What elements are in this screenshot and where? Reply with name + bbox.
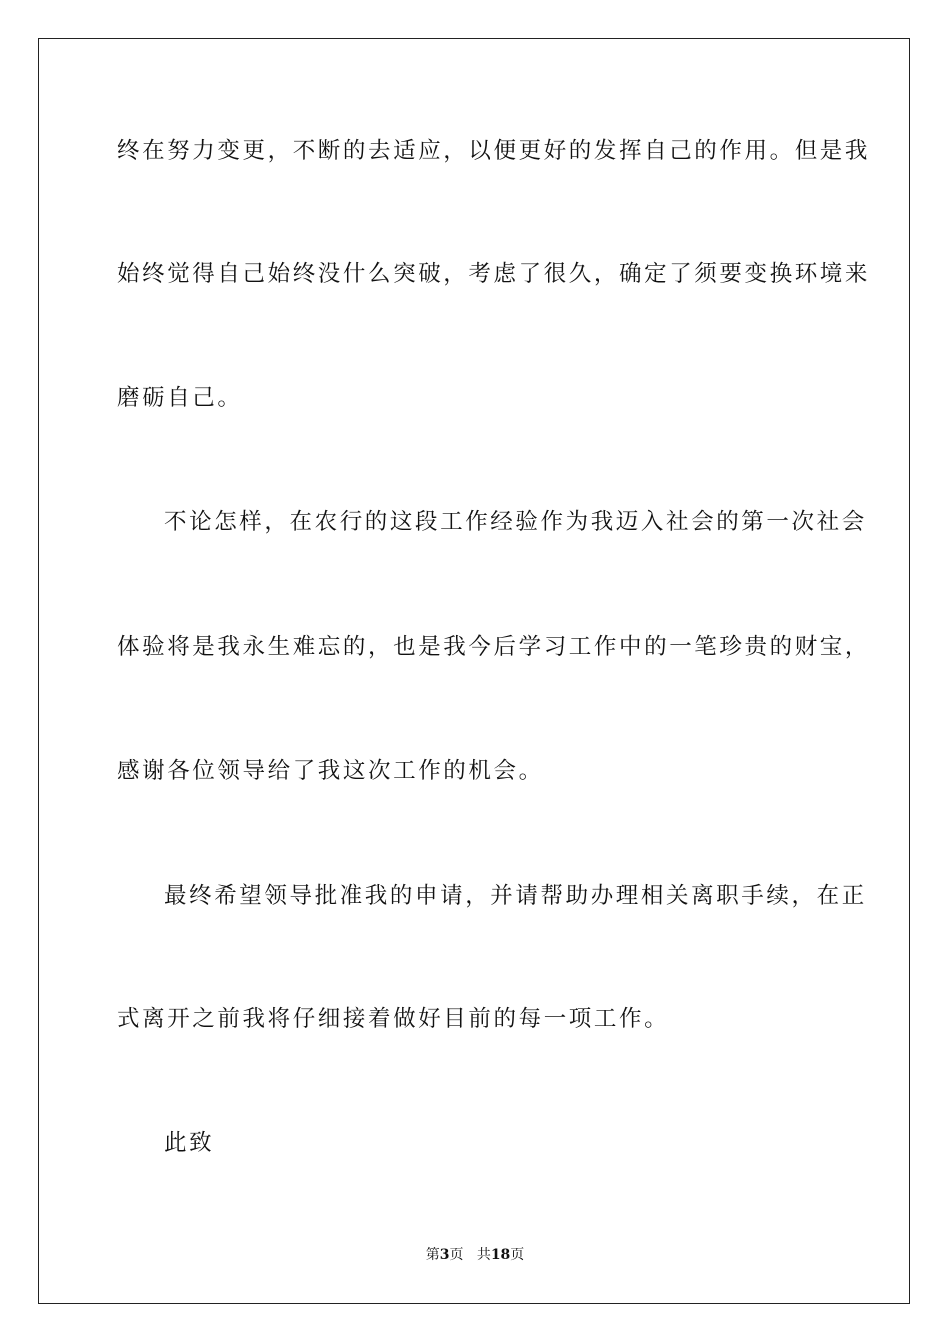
body-line-1: 终在努力变更，不断的去适应，以便更好的发挥自己的作用。但是我 — [117, 138, 871, 164]
body-line-5: 体验将是我永生难忘的，也是我今后学习工作中的一笔珍贵的财宝， — [117, 634, 871, 660]
body-line-4: 不论怎样，在农行的这段工作经验作为我迈入社会的第一次社会 — [164, 509, 867, 535]
body-line-3: 磨砺自己。 — [117, 385, 243, 411]
page-total: 18 — [490, 1247, 511, 1263]
page-footer — [0, 1245, 950, 1265]
body-line-2: 始终觉得自己始终没什么突破，考虑了很久，确定了须要变换环境来 — [117, 261, 871, 287]
page-border — [38, 38, 910, 1304]
total-suffix: 页 — [510, 1247, 525, 1263]
page-prefix: 第 — [425, 1247, 440, 1263]
closing-salutation: 此致 — [164, 1130, 215, 1156]
body-line-8: 式离开之前我将仔细接着做好目前的每一项工作。 — [117, 1006, 670, 1032]
body-line-6: 感谢各位领导给了我这次工作的机会。 — [117, 758, 544, 784]
page-suffix: 页 — [449, 1247, 464, 1263]
total-prefix: 共 — [476, 1247, 491, 1263]
body-line-7: 最终希望领导批准我的申请，并请帮助办理相关离职手续，在正 — [164, 883, 867, 909]
page-current: 3 — [439, 1247, 450, 1263]
